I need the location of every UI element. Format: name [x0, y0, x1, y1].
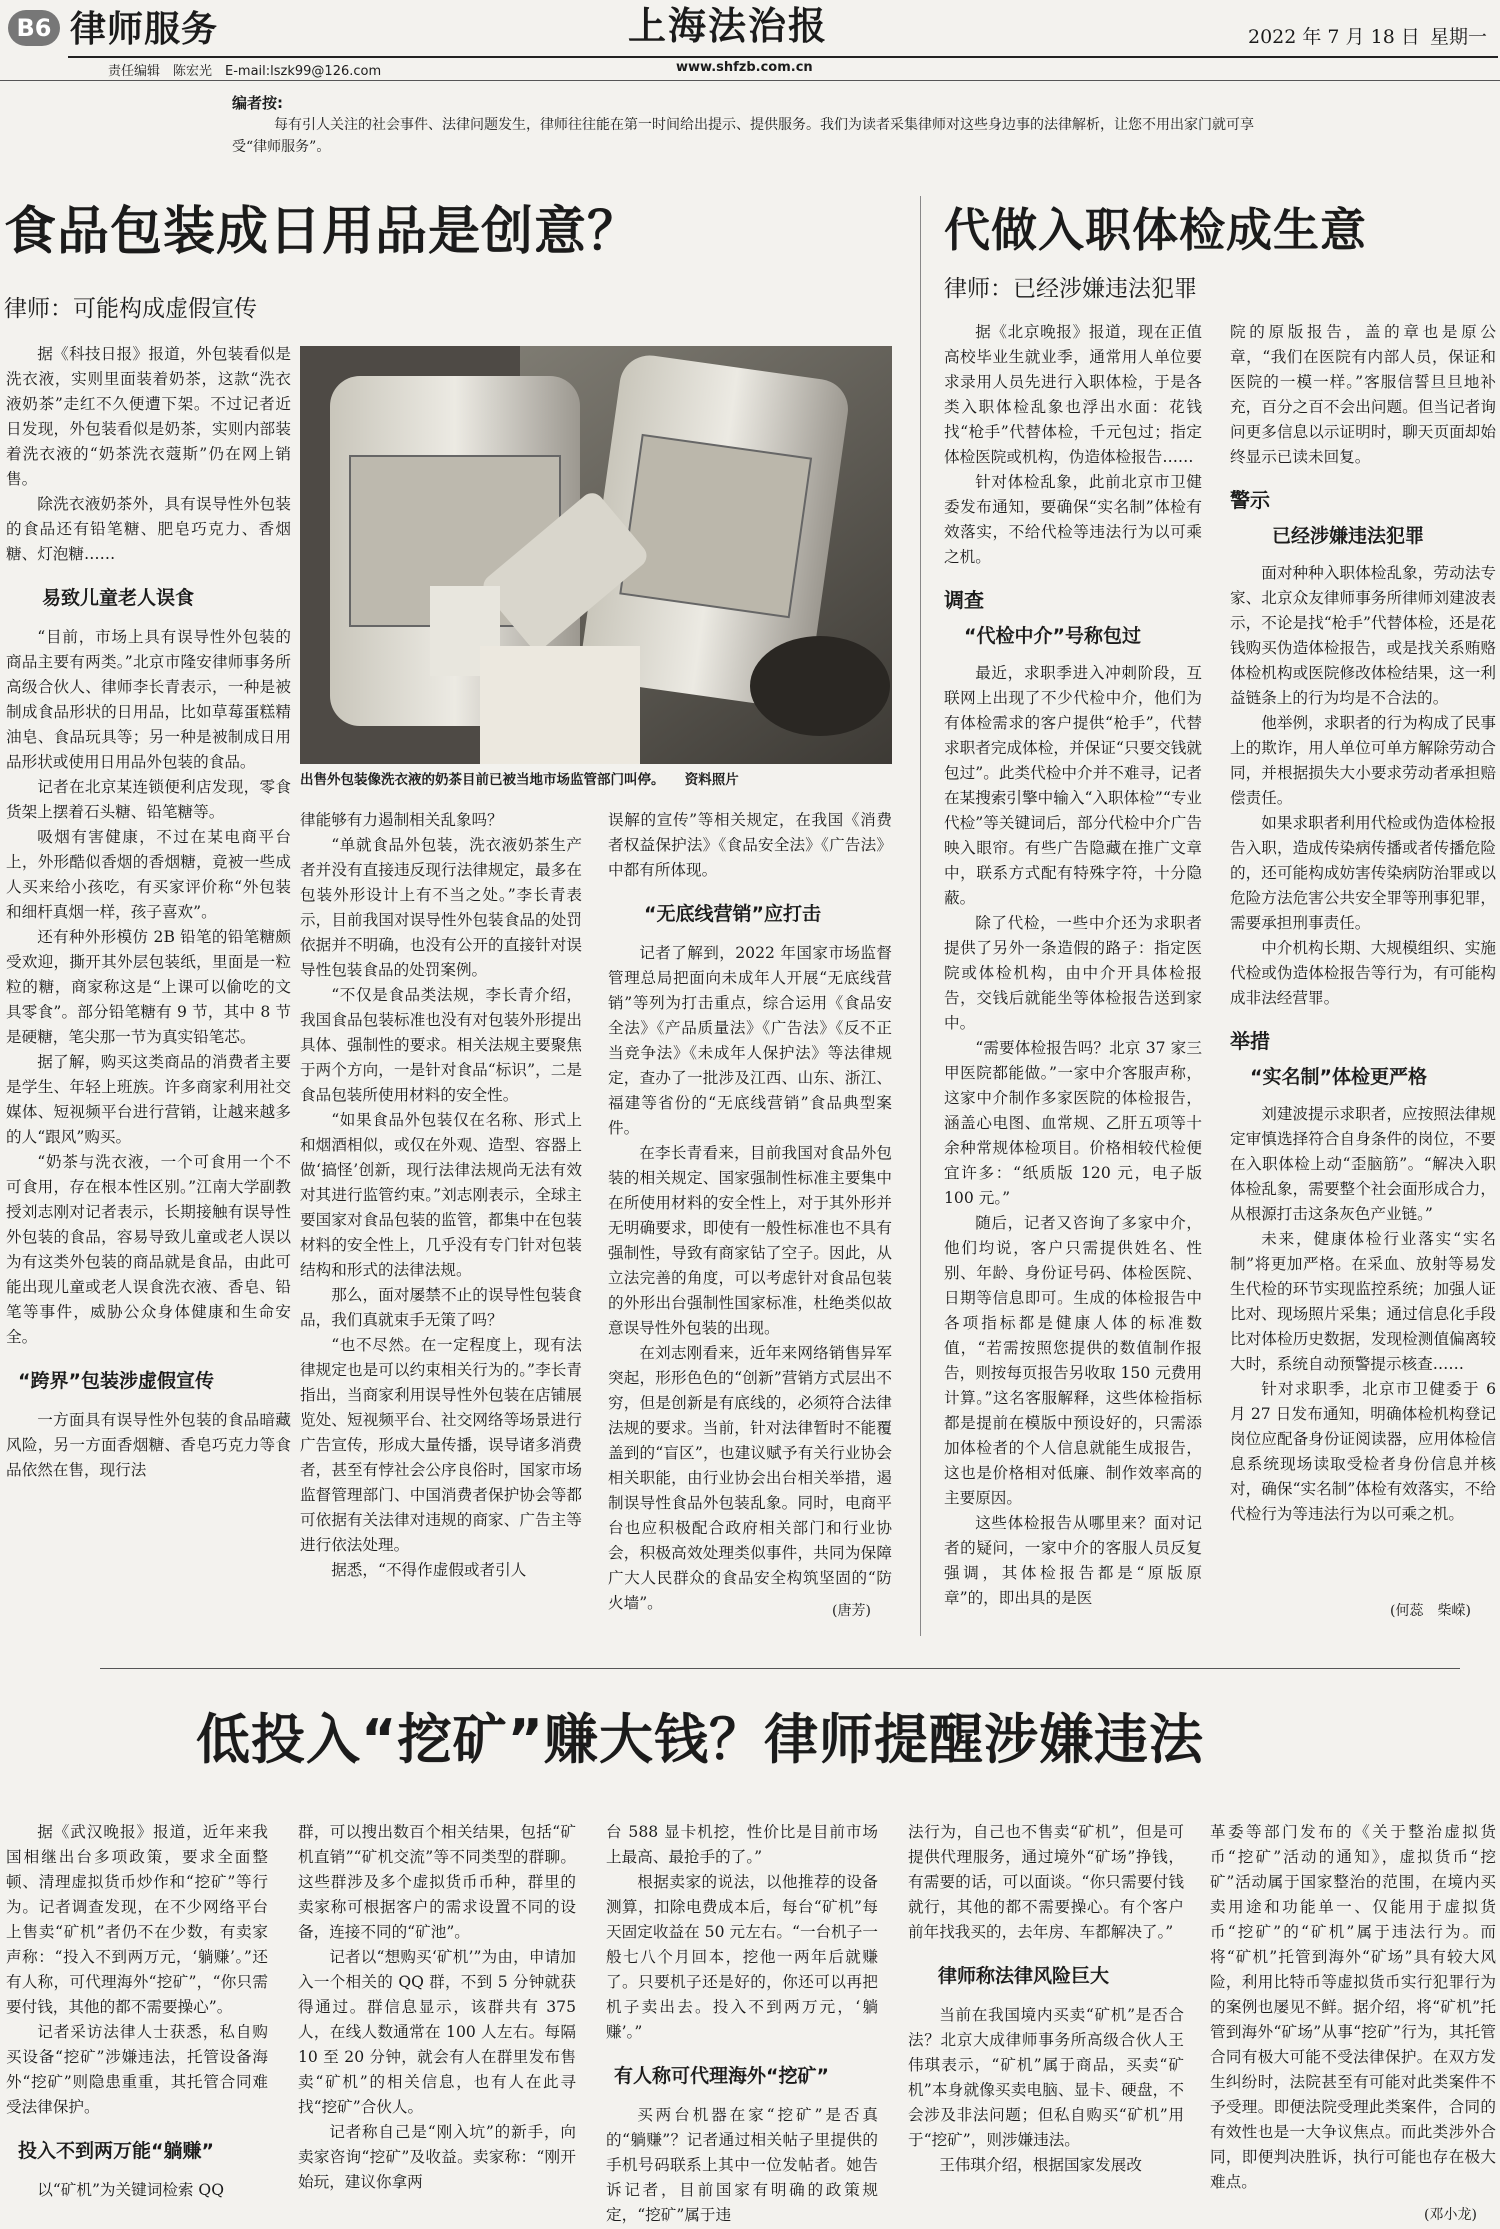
article1-photo — [300, 346, 892, 764]
paragraph: 那么，面对屡禁不止的误导性包装食品，我们真就束手无策了吗？ — [300, 1286, 582, 1329]
milk-tea-bottles-image — [300, 346, 892, 764]
section-divider — [100, 1668, 1460, 1669]
article2-subhead-2: 已经涉嫌违法犯罪 — [1272, 525, 1425, 547]
paragraph: 买两台机器在家“挖矿”是否真的“躺赚”？记者通过相关帖子里提供的手机号码联系上其中一位发帖者。她告诉记者，目前国家有明确的政策规定，“挖矿”属于违 — [606, 2106, 878, 2224]
article1-headline: 食品包装成日用品是创意？ — [4, 202, 641, 262]
article3-subhead-2: 有人称可代理海外“挖矿” — [614, 2065, 829, 2087]
paragraph: 除了代检，一些中介还为求职者提供了另外一条造假的路子：指定医院或体检机构，由中介开具体检报告，交钱后就能坐等体检报告送到家中。 — [944, 914, 1202, 1032]
paragraph: “如果食品外包装仅在名称、形式上和烟酒相似，或仅在外观、造型、容器上做‘搞怪’创新，现行法律法规尚无法有效对其进行监管约束。”刘志刚表示，全球主要国家对食品包装的监管，都集中在包装材料的安全性上，几乎没有专门针对包装结构和形式的法律法规。 — [300, 1111, 582, 1279]
paragraph: 还有种外形模仿 2B 铅笔的铅笔糖颇受欢迎，撕开其外层包装纸，里面是一粒粒的糖，商家称这是“上课可以偷吃的文具零食”。部分铅笔糖有 9 节，其中 8 节是硬糖，笔尖那一节为真实铅笔芯。 — [6, 928, 291, 1046]
paragraph: 最近，求职季进入冲刺阶段，互联网上出现了不少代检中介，他们为有体检需求的客户提供“枪手”，代替求职者完成体检，并保证“只要交钱就包过”。此类代检中介并不难寻，记者在某搜索引擎中输入“入职体检”“专业代检”等关键词后，部分代检中介广告映入眼帘。有些广告隐藏在推广文章中，联系方式配有特殊字符，十分隐蔽。 — [944, 664, 1202, 907]
section-title: 律师服务 — [70, 9, 219, 50]
article3-column-1 — [6, 1820, 268, 2203]
issue-weekday: 星期一 — [1430, 26, 1488, 48]
page-badge: B6 — [8, 10, 60, 46]
editor-note-text: 每有引人关注的社会事件、法律问题发生，律师往往能在第一时间给出提示、提供服务。我们为读者采集律师对这些身边事的法律解析，让您不用出家门就可享受“律师服务”。 — [232, 117, 1254, 155]
editor-note-label: 编者按: — [232, 94, 283, 112]
article3-column-4 — [908, 1820, 1184, 2178]
paragraph: 记者了解到，2022 年国家市场监督管理总局把面向未成年人开展“无底线营销”等列为打击重点，综合运用《食品安全法》《产品质量法》《广告法》《反不正当竞争法》《未成年人保护法》等法律规定，查办了一批涉及江西、山东、浙江、福建等省份的“无底线营销”食品典型案件。 — [608, 944, 892, 1137]
paragraph: 革委等部门发布的《关于整治虚拟货币“挖矿”活动的通知》，虚拟货币“挖矿”活动属于国家整治的范围，在境内买卖用途和功能单一、仅能用于虚拟货币“挖矿”的“矿机”属于违法行为。而将“矿机”托管到海外“矿场”具有较大风险，利用比特币等虚拟货币实行犯罪行为的案例也屡见不鲜。据介绍，将“矿机”托管到海外“矿场”从事“挖矿”行为，其托管合同有极大可能不受法律保护。在双方发生纠纷时，法院甚至有可能对此类案件不予受理。即便法院受理此类案件，合同的有效性也是一大争议焦点。而此类涉外合同，即便判决胜诉，执行可能也存在极大难点。 — [1210, 1823, 1496, 2191]
paragraph: 记者称自己是“刚入坑”的新手，向卖家咨询“挖矿”及收益。卖家称：“刚开始玩，建议你拿两 — [298, 2123, 576, 2191]
article1-column-1 — [6, 342, 291, 1483]
article2-deck: 律师：已经涉嫌违法犯罪 — [944, 276, 1197, 302]
paragraph: “不仅是食品类法规，李长青介绍，我国食品包装标准也没有对包装外形提出具体、强制性的要求。相关法规主要聚焦于两个方向，一是针对食品“标识”，二是食品包装所使用材料的安全性。 — [300, 986, 582, 1104]
article1-subhead-3: “无底线营销”应打击 — [644, 903, 821, 925]
article1-photo-caption: 出售外包装像洗衣液的奶茶目前已被当地市场监管部门叫停。 资料照片 — [300, 772, 739, 788]
paragraph: 据《北京晚报》报道，现在正值高校毕业生就业季，通常用人单位要求录用人员先进行入职体检，于是各类入职体检乱象也浮出水面：花钱找“枪手”代替体检，千元包过；指定体检医院或机构，伪造体检报告…… — [944, 323, 1202, 466]
paragraph: 针对求职季，北京市卫健委于 6 月 27 日发布通知，明确体检机构登记岗位应配备身份证阅读器，应用体检信息系统现场读取受检者身份信息并核对，确保“实名制”体检有效落实，不给代检行为等违法行为以可乘之机。 — [1230, 1380, 1496, 1523]
paragraph: 面对种种入职体检乱象，劳动法专家、北京众友律师事务所律师刘建波表示，不论是找“枪手”代替体检，还是花钱购买伪造体检报告，或是找关系贿赂体检机构或医院修改体检结果，这一利益链条上的行为均是不合法的。 — [1230, 564, 1496, 707]
article3-column-5 — [1210, 1820, 1496, 2195]
paragraph: “需要体检报告吗？北京 37 家三甲医院都能做。”一家中介客服声称，这家中介制作多家医院的体检报告，涵盖心电图、血常规、乙肝五项等十余种常规体检项目。价格相较代检便宜许多：“纸质版 120 元，电子版 100 元。” — [944, 1039, 1202, 1207]
paper-name: 上海法治报 — [628, 3, 829, 48]
paragraph: 他举例，求职者的行为构成了民事上的欺诈，用人单位可单方解除劳动合同，并根据损失大小要求劳动者承担赔偿责任。 — [1230, 714, 1496, 807]
paragraph: 在刘志刚看来，近年来网络销售异军突起，形形色色的“创新”营销方式层出不穷，但是创新是有底线的，必须符合法律法规的要求。当前，针对法律暂时不能覆盖到的“盲区”，也建议赋予有关行业协会相关职能，由行业协会出台相关举措，遏制误导性食品外包装乱象。同时，电商平台也应积极配合政府相关部门和行业协会，积极高效处理类似事件，共同为保障广大人民群众的食品安全构筑坚固的“防火墙”。 — [608, 1344, 892, 1612]
paragraph: 据了解，购买这类商品的消费者主要是学生、年轻上班族。许多商家利用社交媒体、短视频平台进行营销，让越来越多的人“跟风”购买。 — [6, 1053, 291, 1146]
paragraph: “也不尽然。在一定程度上，现有法律规定也是可以约束相关行为的。”李长青指出，当商家利用误导性外包装在店铺展览处、短视频平台、社交网络等场景进行广告宣传，形成大量传播，误导诸多消费者，甚至有悖社会公序良俗时，国家市场监督管理部门、中国消费者保护协会等都可依据有关法律对违规的商家、广告主等进行依法处理。 — [300, 1336, 582, 1554]
paragraph: 台 588 显卡机挖，性价比是目前市场上最高、最抢手的了。” — [606, 1823, 878, 1866]
article2-tag-measures: 举措 — [1230, 1029, 1270, 1053]
paragraph: 律能够有力遏制相关乱象吗？ — [300, 811, 503, 829]
article2-tag-warning: 警示 — [1230, 488, 1270, 512]
article1-column-2 — [300, 808, 582, 1583]
article3-headline: 低投入“挖矿”赚大钱？律师提醒涉嫌违法 — [196, 1708, 1204, 1771]
paragraph: 根据卖家的说法，以他推荐的设备测算，扣除电费成本后，每台“矿机”每天固定收益在 50 元左右。“一台机子一般七八个月回本，挖他一两年后就赚了。只要机子还是好的，你还可以再把机子卖出去。投入不到两万元，‘躺赚’。” — [606, 1873, 878, 2041]
paragraph: 院的原版报告，盖的章也是原公章，“我们在医院有内部人员，保证和医院的一模一样。”客服信誓旦旦地补充，百分之百不会出问题。但当记者询问更多信息以示证明时，聊天页面却始终显示已读未回复。 — [1230, 323, 1496, 466]
paragraph: 吸烟有害健康，不过在某电商平台上，外形酷似香烟的香烟糖，竟被一些成人买来给小孩吃，有买家评价称“外包装和细杆真烟一样，孩子喜欢”。 — [6, 828, 291, 921]
article2-column-2 — [1230, 320, 1496, 1527]
paragraph: 记者采访法律人士获悉，私自购买设备“挖矿”涉嫌违法，托管设备海外“挖矿”则隐患重重，其托管合同难受法律保护。 — [6, 2023, 268, 2116]
paragraph: 除洗衣液奶茶外，具有误导性外包装的食品还有铅笔糖、肥皂巧克力、香烟糖、灯泡糖…… — [6, 495, 291, 563]
article3-byline: (邓小龙) — [1424, 2207, 1477, 2223]
paragraph: 如果求职者利用代检或伪造体检报告入职，造成传染病传播或者传播危险的，还可能构成妨害传染病防治罪或以危险方法危害公共安全罪等刑事犯罪，需要承担刑事责任。 — [1230, 814, 1496, 932]
article3-column-3 — [606, 1820, 878, 2228]
paragraph: 法行为，自己也不售卖“矿机”，但是可提供代理服务，通过境外“矿场”挣钱，有需要的话，可以面谈。“你只需要付钱就行，其他的都不需要操心。有个客户前年找我买的，去年房、车都解决了。” — [908, 1823, 1184, 1941]
article1-deck: 律师：可能构成虚假宣传 — [4, 296, 257, 322]
paragraph: 记者在北京某连锁便利店发现，零食货架上摆着石头糖、铅笔糖等。 — [6, 778, 291, 821]
article1-subhead-1: 易致儿童老人误食 — [42, 587, 195, 609]
article2-tag-investigation: 调查 — [944, 588, 984, 612]
article1-column-3 — [608, 808, 892, 1616]
paragraph: 当前在我国境内买卖“矿机”是否合法？北京大成律师事务所高级合伙人王伟琪表示，“矿机”属于商品，买卖“矿机”本身就像买卖电脑、显卡、硬盘，不会涉及非法问题；但私自购买“矿机”用于“挖矿”，则涉嫌违法。 — [908, 2006, 1184, 2149]
article1-subhead-2: “跨界”包装涉虚假宣传 — [18, 1370, 214, 1392]
article2-subhead-1: “代检中介”号称包过 — [964, 625, 1141, 647]
article1-byline: (唐芳) — [832, 1603, 871, 1619]
paragraph: 据《武汉晚报》报道，近年来我国相继出台多项政策，要求全面整顿、清理虚拟货币炒作和“挖矿”等行为。记者调查发现，在不少网络平台上售卖“矿机”者仍不在少数，有卖家声称：“投入不到两万元，‘躺赚’。”还有人称，可代理海外“挖矿”，“你只需要付钱，其他的都不需要操心”。 — [6, 1823, 268, 2016]
article3-subhead-3: 律师称法律风险巨大 — [938, 1965, 1110, 1987]
paragraph: 据《科技日报》报道，外包装看似是洗衣液，实则里面装着奶茶，这款“洗衣液奶茶”走红不久便遭下架。不过记者近日发现，外包装看似是奶茶，实则内部装着洗衣液的“奶茶洗衣蔻斯”仍在网上销售。 — [6, 345, 291, 488]
paragraph: 在李长青看来，目前我国对食品外包装的相关规定、国家强制性标准主要集中在所使用材料的安全性上，对于其外形并无明确要求，即使有一般性标准也不具有强制性，导致有商家钻了空子。因此，从立法完善的角度，可以考虑针对食品包装的外形出台强制性国家标准，杜绝类似故意误导性外包装的出现。 — [608, 1144, 892, 1337]
paragraph: 据悉，“不得作虚假或者引人 — [331, 1561, 527, 1579]
article3-subhead-1: 投入不到两万能“躺赚” — [18, 2140, 214, 2162]
editor-credit: 责任编辑 陈宏光 E-mail:lszk99@126.com — [108, 64, 382, 79]
article2-byline: (何蕊 柴嵘) — [1390, 1603, 1471, 1619]
paragraph: 误解的宣传”等相关规定，在我国《消费者权益保护法》《食品安全法》《广告法》中都有所体现。 — [608, 811, 892, 879]
issue-date: 2022 年 7 月 18 日 — [1248, 26, 1420, 48]
paragraph: 群，可以搜出数百个相关结果，包括“矿机直销”“矿机交流”等不同类型的群聊。这些群涉及多个虚拟货币币种，群里的卖家称可根据客户的需求设置不同的设备，连接不同的“矿池”。 — [298, 1823, 576, 1941]
paragraph: 记者以“想购买‘矿机’”为由，申请加入一个相关的 QQ 群，不到 5 分钟就获得通过。群信息显示，该群共有 375 人，在线人数通常在 100 人左右。每隔 10 至 20 分钟，就会有人在群里发布售卖“矿机”的相关信息，也有人在此寻找“挖矿”合伙人。 — [298, 1948, 576, 2116]
paragraph: 这些体检报告从哪里来？面对记者的疑问，一家中介的客服人员反复强调，其体检报告都是“原版原章”的，即出具的是医 — [944, 1514, 1202, 1607]
paragraph: “奶茶与洗衣液，一个可食用一个不可食用，存在根本性区别。”江南大学副教授刘志刚对记者表示，长期接触有误导性外包装的食品，容易导致儿童或老人误以为有这类外包装的商品就是食品，由此可能出现儿童或老人误食洗衣液、香皂、铅笔等事件，威胁公众身体健康和生命安全。 — [6, 1153, 291, 1346]
paragraph: “单就食品外包装，洗衣液奶茶生产者并没有直接违反现行法律规定，最多在包装外形设计上有不当之处。”李长青表示，目前我国对误导性外包装食品的处罚依据并不明确，也没有公开的直接针对误导性包装食品的处罚案例。 — [300, 836, 582, 979]
website[interactable]: www.shfzb.com.cn — [676, 60, 813, 75]
article2-headline: 代做入职体检成生意 — [944, 203, 1367, 257]
article2-subhead-3: “实名制”体检更严格 — [1250, 1066, 1427, 1088]
article3-column-2 — [298, 1820, 576, 2195]
paragraph: 王伟琪介绍，根据国家发展改 — [939, 2156, 1142, 2174]
paragraph: 一方面具有误导性外包装的食品暗藏风险，另一方面香烟糖、香皂巧克力等食品依然在售，现行法 — [6, 1411, 291, 1479]
paragraph: 刘建波提示求职者，应按照法律规定审慎选择符合自身条件的岗位，不要在入职体检上动“歪脑筋”。“解决入职体检乱象，需要整个社会面形成合力，从根源打击这条灰色产业链。” — [1230, 1105, 1496, 1223]
paragraph: 中介机构长期、大规模组织、实施代检或伪造体检报告等行为，有可能构成非法经营罪。 — [1230, 939, 1496, 1007]
paragraph: 随后，记者又咨询了多家中介，他们均说，客户只需提供姓名、性别、年龄、身份证号码、体检医院、日期等信息即可。生成的体检报告中各项指标都是健康人体的标准数值，“若需按照您提供的数值制作报告，则按每页报告另收取 150 元费用计算。”这名客服解释，这些体检指标都是提前在模版中预设好的，只需添加体检者的个人信息就能生成报告，这也是价格相对低廉、制作效率高的主要原因。 — [944, 1214, 1202, 1507]
paragraph: 以“矿机”为关键词检索 QQ — [37, 2181, 225, 2199]
article2-column-1 — [944, 320, 1202, 1611]
paragraph: 未来，健康体检行业落实“实名制”将更加严格。在采血、放射等易发生代检的环节实现监控系统；加强人证比对、现场照片采集；通过信息化手段比对体检历史数据，发现检测值偏离较大时，系统自动预警提示核查…… — [1230, 1230, 1496, 1373]
paragraph: “目前，市场上具有误导性外包装的商品主要有两类。”北京市隆安律师事务所高级合伙人、律师李长青表示，一种是被制成食品形状的日用品，比如草莓蛋糕精油皂、食品玩具等；另一种是被制成日用品形状或使用日用品外包装的食品。 — [6, 628, 291, 771]
paragraph: 针对体检乱象，此前北京市卫健委发布通知，要确保“实名制”体检有效落实，不给代检等违法行为以可乘之机。 — [944, 473, 1202, 566]
